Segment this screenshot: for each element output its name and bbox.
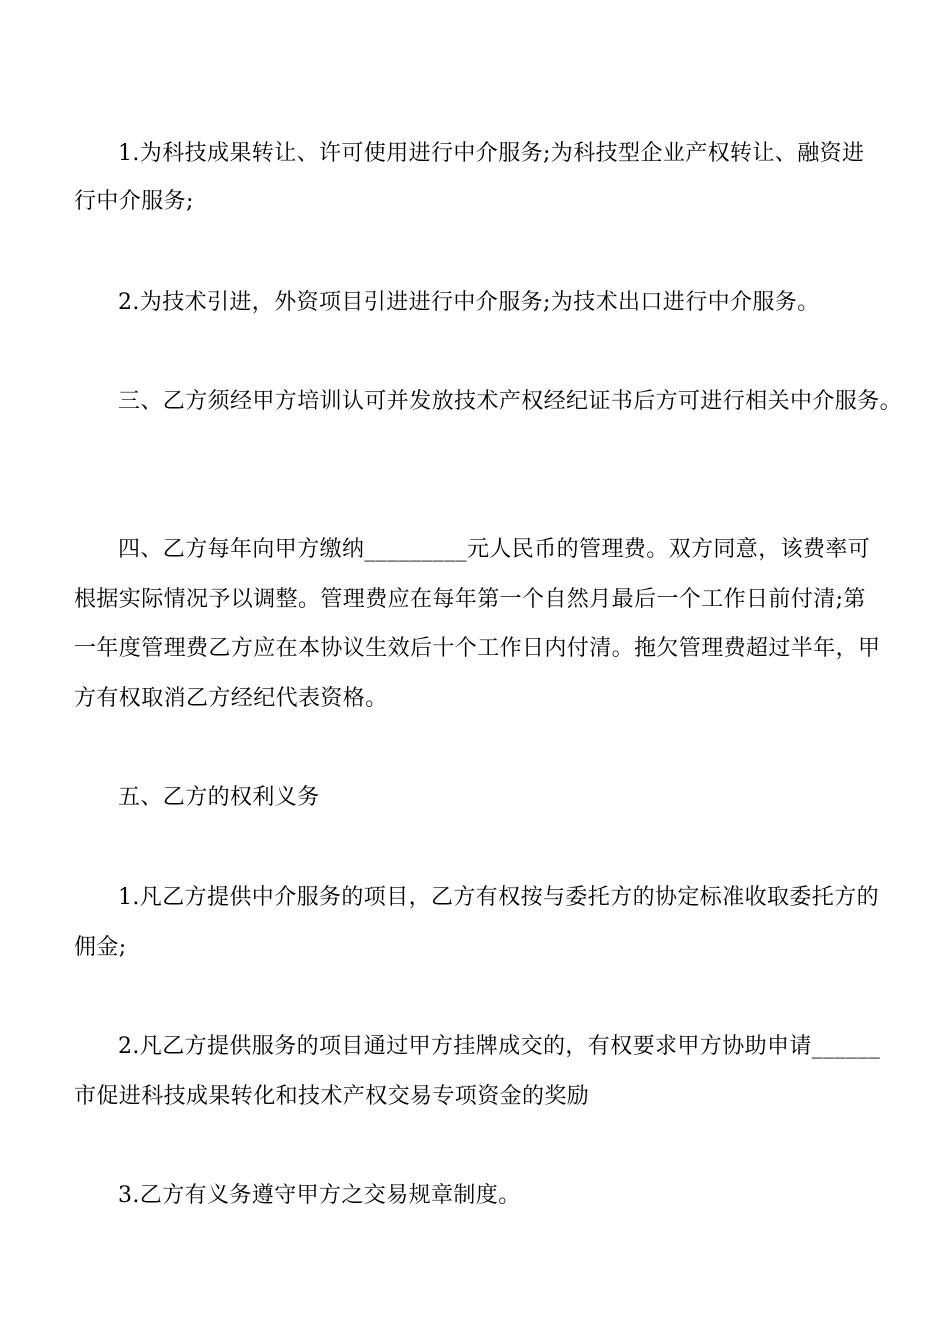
paragraph-line: 三、乙方须经甲方培训认可并发放技术产权经纪证书后方可进行相关中介服务。	[118, 389, 903, 414]
paragraph-line: 1.为科技成果转让、许可使用进行中介服务;为科技型企业产权转让、融资进	[118, 141, 865, 166]
paragraph-line: 四、乙方每年向甲方缴纳_________元人民币的管理费。双方同意，该费率可	[118, 537, 871, 562]
paragraph-line: 2.为技术引进，外资项目引进进行中介服务;为技术出口进行中介服务。	[118, 290, 820, 315]
paragraph-line: 根据实际情况予以调整。管理费应在每年第一个自然月最后一个工作日前付清;第	[74, 587, 866, 612]
paragraph-line: 方有权取消乙方经纪代表资格。	[74, 686, 388, 711]
paragraph-line: 佣金;	[74, 935, 127, 960]
section-heading: 五、乙方的权利义务	[118, 785, 320, 810]
paragraph-line: 一年度管理费乙方应在本协议生效后十个工作日内付清。拖欠管理费超过半年，甲	[74, 636, 881, 661]
paragraph-line: 1.凡乙方提供中介服务的项目，乙方有权按与委托方的协定标准收取委托方的	[118, 885, 879, 910]
paragraph-line: 3.乙方有义务遵守甲方之交易规章制度。	[118, 1183, 521, 1208]
paragraph-line: 市促进科技成果转化和技术产权交易专项资金的奖励	[74, 1084, 590, 1109]
paragraph-line: 行中介服务;	[74, 189, 194, 214]
paragraph-line: 2.凡乙方提供服务的项目通过甲方挂牌成交的，有权要求甲方协助申请______	[118, 1034, 881, 1059]
